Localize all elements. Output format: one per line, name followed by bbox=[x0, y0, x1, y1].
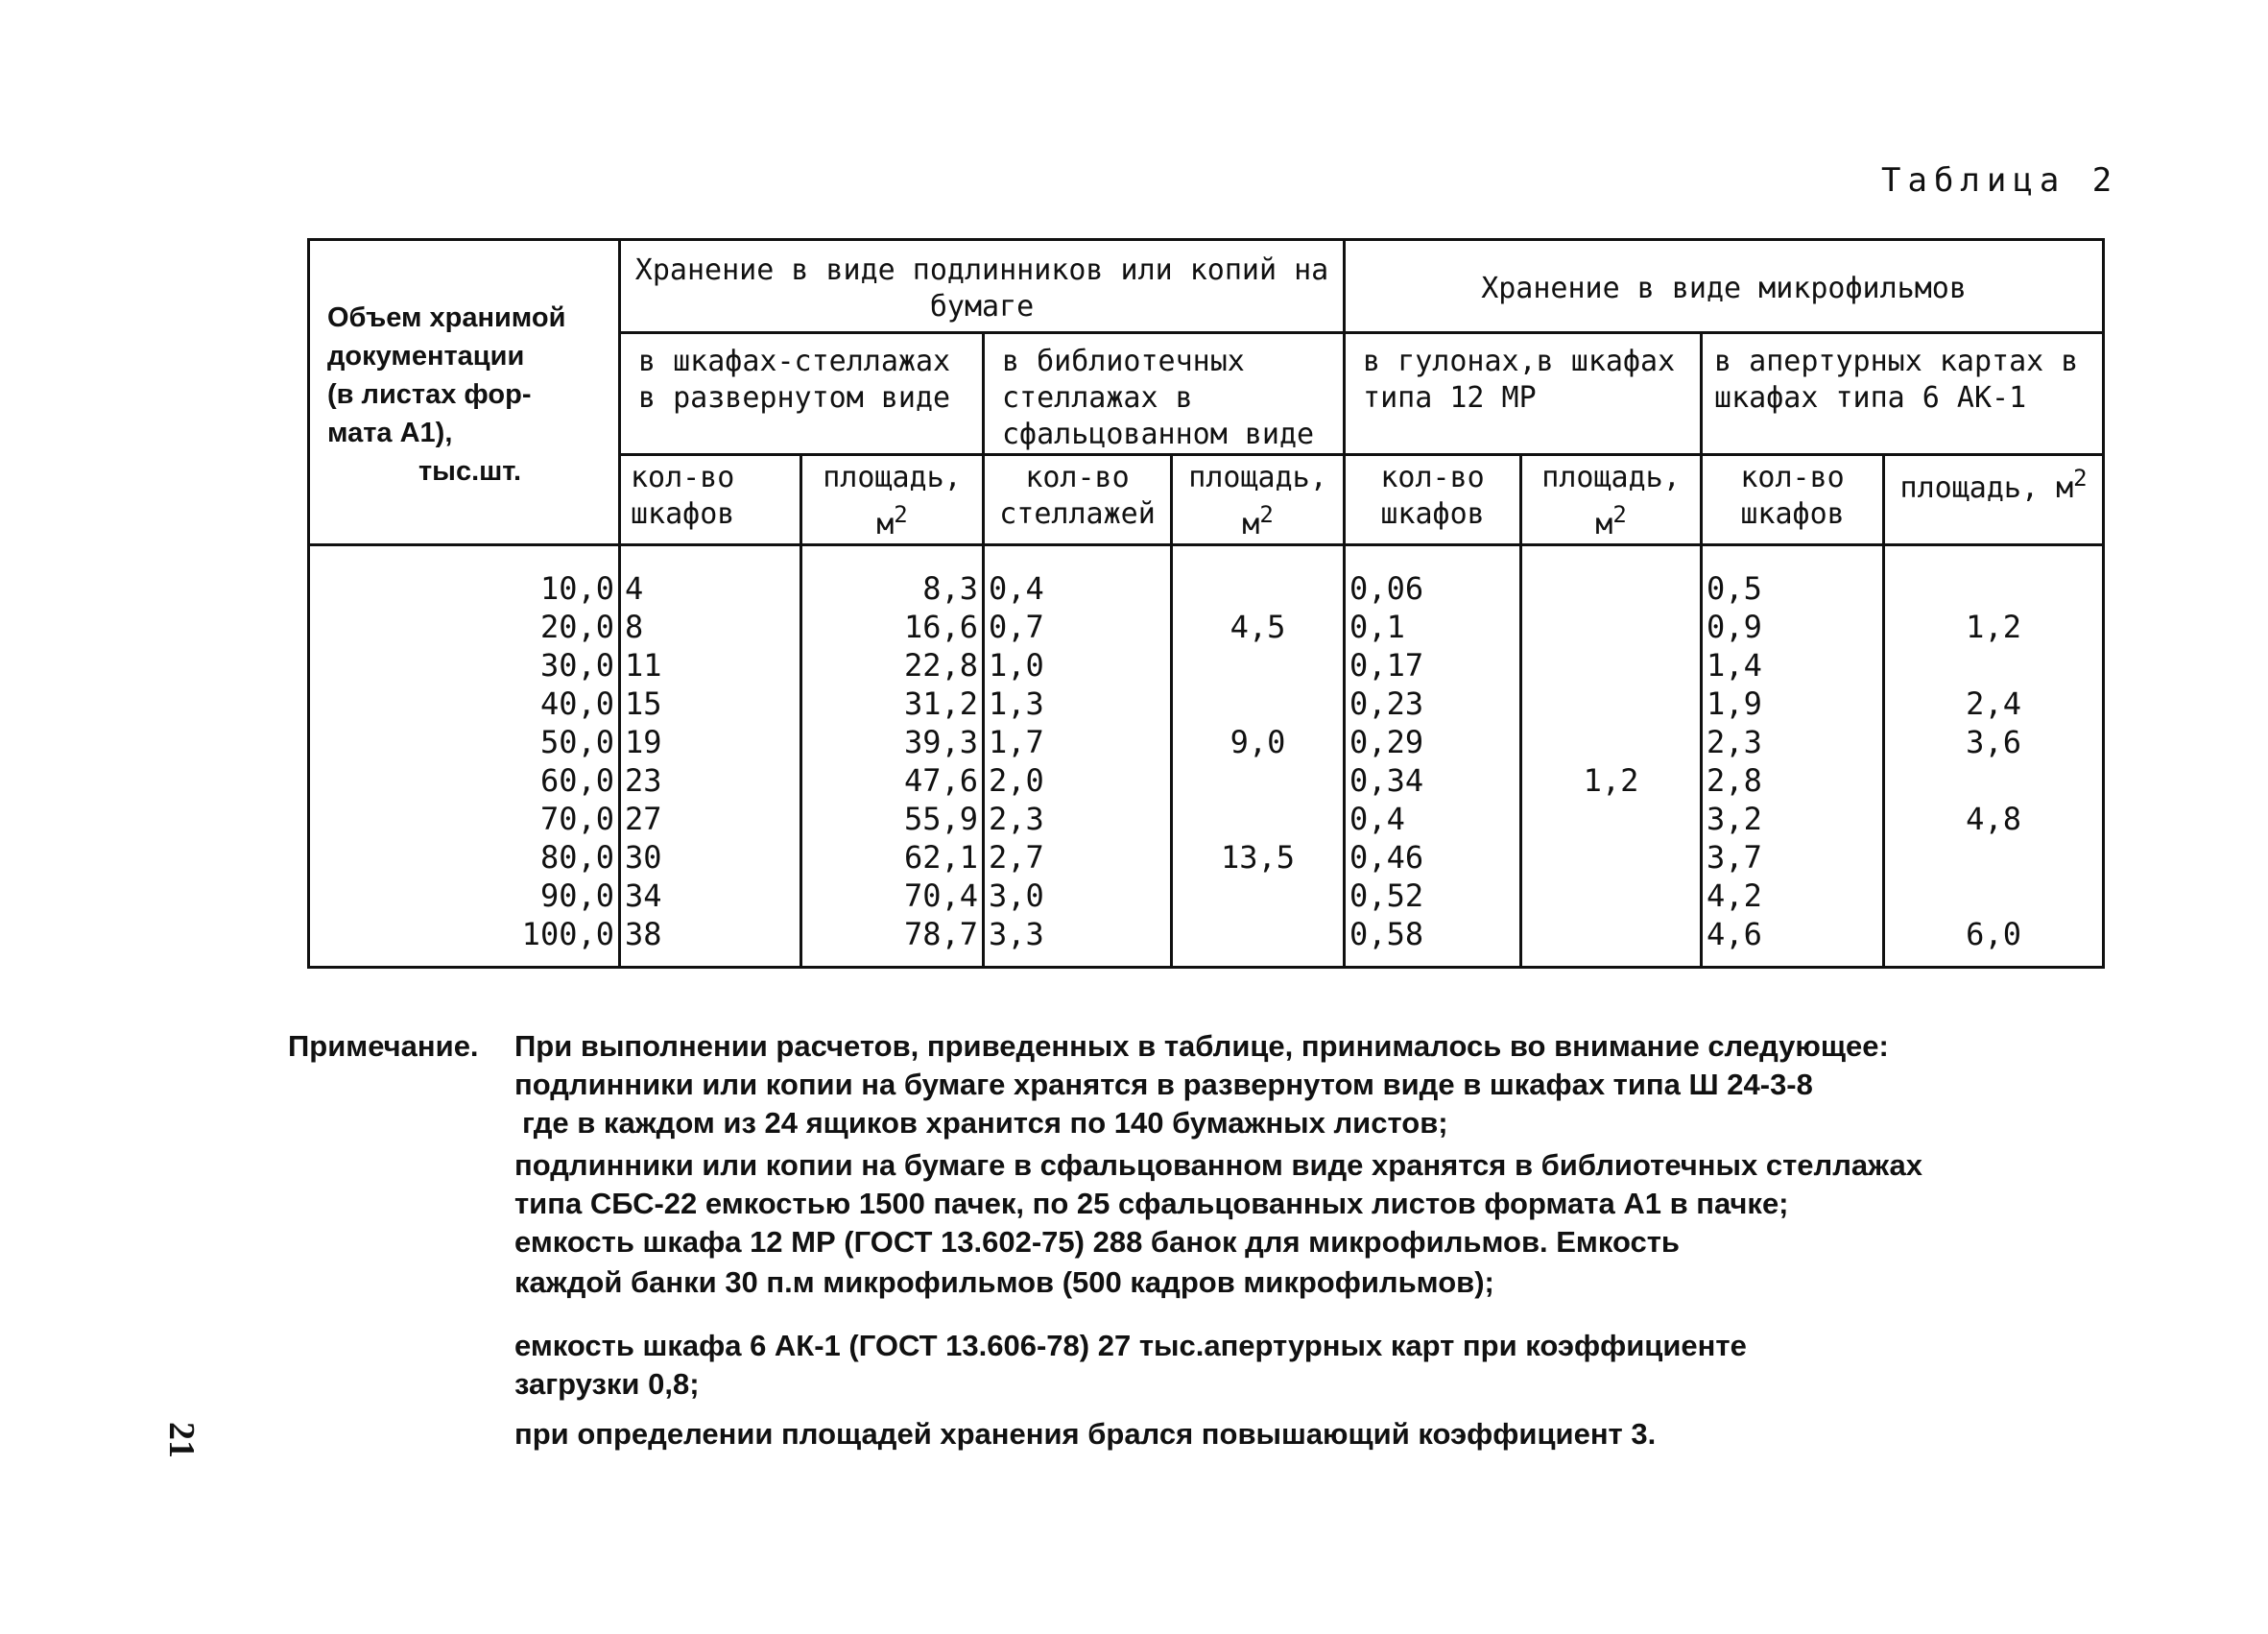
col-paper-cabinets bbox=[620, 545, 801, 968]
table-cell bbox=[1526, 723, 1696, 761]
table-cell bbox=[1526, 838, 1696, 877]
col-micro-area bbox=[1521, 545, 1702, 968]
table-cell bbox=[1889, 877, 2098, 915]
table-cell bbox=[1889, 761, 2098, 800]
table-cell: 23 bbox=[625, 762, 662, 799]
table-cell: 2,8 bbox=[1707, 762, 1762, 799]
table-cell: 3,7 bbox=[1707, 839, 1762, 876]
header-micro-group: Хранение в виде микрофильмов bbox=[1345, 240, 2104, 333]
table-caption: Таблица 2 bbox=[1881, 161, 2119, 200]
col-micro-cabinets bbox=[1345, 545, 1521, 968]
table-cell: 19 bbox=[625, 724, 662, 760]
col-library-racks bbox=[984, 545, 1172, 968]
table-cell: 90,0 bbox=[539, 877, 614, 914]
table-cell: 1,3 bbox=[989, 685, 1044, 722]
table-cell bbox=[1526, 685, 1696, 723]
table-cell: 20,0 bbox=[539, 609, 614, 645]
header-volume-line: мата А1), bbox=[327, 418, 453, 448]
table-cell bbox=[1889, 646, 2098, 685]
table-cell bbox=[1526, 569, 1696, 608]
table-cell bbox=[1526, 800, 1696, 838]
table-cell: 1,2 bbox=[1583, 762, 1639, 799]
page-number: 21 bbox=[161, 1422, 202, 1458]
header-area-text: площадь, м bbox=[823, 461, 962, 541]
table-cell: 3,2 bbox=[1707, 801, 1762, 837]
table-cell: 0,06 bbox=[1349, 570, 1424, 607]
header-sub-aperture-cards: в апертурных картах в шкафах типа 6 АК-1 bbox=[1702, 333, 2104, 455]
note-line: каждой банки 30 п.м микрофильмов (500 кадров микрофильмов); bbox=[514, 1265, 1494, 1299]
header-area-exp: 2 bbox=[1259, 501, 1274, 528]
note-line: подлинники или копии на бумаге в сфальцованном виде хранятся в библиотечных стеллажах bbox=[514, 1148, 1922, 1182]
table-cell bbox=[1526, 877, 1696, 915]
table-cell bbox=[1177, 569, 1339, 608]
header-qty-cabinets: кол-во шкафов bbox=[620, 455, 801, 545]
header-volume-line: тыс.шт. bbox=[418, 456, 522, 487]
header-area-exp: 2 bbox=[1612, 501, 1627, 528]
table-cell: 16,6 bbox=[903, 609, 978, 645]
table-cell: 0,17 bbox=[1349, 647, 1424, 684]
table-cell: 2,3 bbox=[989, 801, 1044, 837]
table-cell bbox=[1177, 646, 1339, 685]
table-cell: 70,4 bbox=[903, 877, 978, 914]
storage-table bbox=[307, 238, 2105, 969]
header-area bbox=[1172, 455, 1345, 545]
header-volume bbox=[309, 240, 620, 545]
table-cell: 1,7 bbox=[989, 724, 1044, 760]
table-cell: 2,0 bbox=[989, 762, 1044, 799]
table-cell: 8,3 bbox=[922, 570, 978, 607]
note-line: типа СБС-22 емкостью 1500 пачек, по 25 сфальцованных листов формата А1 в пачке; bbox=[514, 1187, 1789, 1220]
table-cell: 11 bbox=[625, 647, 662, 684]
header-area-exp: 2 bbox=[2073, 465, 2088, 492]
note-line: емкость шкафа 6 АК-1 (ГОСТ 13.606-78) 27 тыс.апертурных карт при коэффициенте bbox=[514, 1329, 1747, 1362]
table-cell: 0,7 bbox=[989, 609, 1044, 645]
note-line: При выполнении расчетов, приведенных в таблице, принималось во внимание следующее: bbox=[514, 1029, 1889, 1063]
note-line: емкость шкафа 12 МР (ГОСТ 13.602-75) 288 банок для микрофильмов. Емкость bbox=[514, 1225, 1680, 1259]
table-cell: 13,5 bbox=[1220, 839, 1296, 876]
table-cell: 62,1 bbox=[903, 839, 978, 876]
col-paper-area bbox=[801, 545, 984, 968]
table-cell: 47,6 bbox=[903, 762, 978, 799]
note-line: при определении площадей хранения брался повышающий коэффициент 3. bbox=[514, 1417, 1657, 1451]
table-cell: 55,9 bbox=[903, 801, 978, 837]
col-volume bbox=[309, 545, 620, 968]
table-cell: 1,0 bbox=[989, 647, 1044, 684]
table-cell: 0,5 bbox=[1707, 570, 1762, 607]
table-cell: 8 bbox=[625, 609, 644, 645]
table-cell bbox=[1177, 800, 1339, 838]
table-cell: 3,6 bbox=[1966, 724, 2021, 760]
table-cell: 0,23 bbox=[1349, 685, 1424, 722]
table-cell: 4 bbox=[625, 570, 644, 607]
table-cell: 0,4 bbox=[989, 570, 1044, 607]
table-cell: 0,46 bbox=[1349, 839, 1424, 876]
note-line: подлинники или копии на бумаге хранятся в развернутом виде в шкафах типа Ш 24-3-8 bbox=[514, 1068, 1813, 1101]
table-cell: 0,52 bbox=[1349, 877, 1424, 914]
header-volume-line: документации bbox=[327, 341, 525, 372]
table-cell: 9,0 bbox=[1229, 724, 1286, 760]
header-paper-group: Хранение в виде подлинников или копий на бумаге bbox=[620, 240, 1345, 333]
header-sub-library-folded: в библиотечных стеллажах в сфальцованном виде bbox=[984, 333, 1345, 455]
header-area-text: площадь, м bbox=[1541, 461, 1681, 541]
table-cell: 4,8 bbox=[1966, 801, 2021, 837]
table-cell: 39,3 bbox=[903, 724, 978, 760]
table-cell: 4,5 bbox=[1229, 609, 1286, 645]
header-qty-cabinets: кол-во шкафов bbox=[1702, 455, 1884, 545]
table-cell: 4,2 bbox=[1707, 877, 1762, 914]
table-cell: 1,2 bbox=[1966, 609, 2021, 645]
table-cell bbox=[1177, 915, 1339, 953]
note-label: Примечание. bbox=[288, 1029, 479, 1063]
table-cell: 30 bbox=[625, 839, 662, 876]
table-cell: 80,0 bbox=[539, 839, 614, 876]
header-qty-cabinets: кол-во шкафов bbox=[1345, 455, 1521, 545]
table-cell: 10,0 bbox=[539, 570, 614, 607]
table-cell bbox=[1177, 761, 1339, 800]
table-cell: 27 bbox=[625, 801, 662, 837]
table-cell: 1,4 bbox=[1707, 647, 1762, 684]
table-cell bbox=[1889, 569, 2098, 608]
table-cell: 6,0 bbox=[1966, 916, 2021, 952]
col-aperture-cabinets bbox=[1702, 545, 1884, 968]
table-cell bbox=[1177, 877, 1339, 915]
note-line: где в каждом из 24 ящиков хранится по 140 бумажных листов; bbox=[522, 1106, 1448, 1140]
header-area-text: площадь, м bbox=[1899, 471, 2074, 505]
table-cell: 0,9 bbox=[1707, 609, 1762, 645]
table-cell: 30,0 bbox=[539, 647, 614, 684]
table-cell: 40,0 bbox=[539, 685, 614, 722]
header-sub-cabinets-unfolded: в шкафах-стеллажах в развернутом виде bbox=[620, 333, 984, 455]
table-cell: 15 bbox=[625, 685, 662, 722]
col-library-area bbox=[1172, 545, 1345, 968]
table-cell: 31,2 bbox=[903, 685, 978, 722]
header-volume-line: (в листах фор- bbox=[327, 379, 532, 410]
table-cell: 2,7 bbox=[989, 839, 1044, 876]
table-cell bbox=[1526, 646, 1696, 685]
table-cell bbox=[1177, 685, 1339, 723]
table-cell bbox=[1889, 838, 2098, 877]
table-cell: 70,0 bbox=[539, 801, 614, 837]
table-cell: 3,0 bbox=[989, 877, 1044, 914]
note-line: загрузки 0,8; bbox=[514, 1367, 700, 1401]
header-area bbox=[801, 455, 984, 545]
header-area-exp: 2 bbox=[894, 501, 908, 528]
table-cell bbox=[1526, 608, 1696, 646]
header-area-text: площадь, м bbox=[1188, 461, 1327, 541]
col-aperture-area bbox=[1884, 545, 2104, 968]
table-cell: 0,34 bbox=[1349, 762, 1424, 799]
table-cell: 100,0 bbox=[521, 916, 614, 952]
table-cell: 2,3 bbox=[1707, 724, 1762, 760]
table-cell: 78,7 bbox=[903, 916, 978, 952]
table-cell: 0,29 bbox=[1349, 724, 1424, 760]
table-cell: 2,4 bbox=[1966, 685, 2021, 722]
table-cell: 34 bbox=[625, 877, 662, 914]
table-cell: 3,3 bbox=[989, 916, 1044, 952]
table-cell: 50,0 bbox=[539, 724, 614, 760]
header-area bbox=[1884, 455, 2104, 545]
table-cell: 1,9 bbox=[1707, 685, 1762, 722]
table-cell: 38 bbox=[625, 916, 662, 952]
table-cell: 60,0 bbox=[539, 762, 614, 799]
table-cell: 0,1 bbox=[1349, 609, 1405, 645]
header-volume-line: Объем хранимой bbox=[327, 302, 566, 333]
table-cell: 22,8 bbox=[903, 647, 978, 684]
header-area bbox=[1521, 455, 1702, 545]
table-cell: 4,6 bbox=[1707, 916, 1762, 952]
header-qty-racks: кол-во стеллажей bbox=[984, 455, 1172, 545]
table-cell: 0,4 bbox=[1349, 801, 1405, 837]
header-sub-microfilm-rolls: в гулонах,в шкафах типа 12 МР bbox=[1345, 333, 1702, 455]
table-cell bbox=[1526, 915, 1696, 953]
table-cell: 0,58 bbox=[1349, 916, 1424, 952]
